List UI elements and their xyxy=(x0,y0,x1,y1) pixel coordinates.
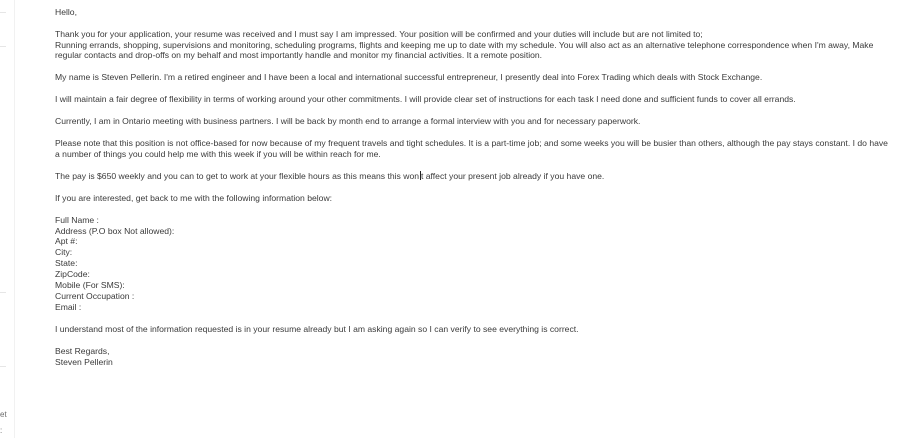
email-paragraph-verification: I understand most of the information requested is in your resume already but I am asking again so I can verify to see everything is correct. xyxy=(55,324,579,335)
left-panel-text-fragment: et xyxy=(0,410,7,419)
panel-divider xyxy=(0,366,6,367)
panel-divider xyxy=(0,46,6,47)
sender-name: Steven Pellerin xyxy=(55,356,113,367)
list-item: Address (P.O box Not allowed): xyxy=(55,225,175,236)
email-paragraph-flexibility: I will maintain a fair degree of flexibility in terms of working around your other commitments. I will provide clear set of instructions for each task I need done and sufficient funds to cover all errands. xyxy=(55,94,796,105)
left-panel-edge xyxy=(0,0,15,438)
email-paragraph-pay xyxy=(55,171,890,182)
list-item: Email : xyxy=(55,301,82,312)
email-body[interactable] xyxy=(55,7,890,379)
pay-text-before-cursor: The pay is $650 weekly and you can to get to work at your flexible hours as this means this won xyxy=(55,170,419,181)
closing-text: Best Regards, xyxy=(55,346,110,357)
email-paragraph-location: Currently, I am in Ontario meeting with business partners. I will be back by month end to arrange a formal interview with you and for necessary paperwork. xyxy=(55,116,641,127)
list-item: Mobile (For SMS): xyxy=(55,280,125,291)
email-paragraph-duties xyxy=(55,29,890,61)
email-paragraph-introduction: My name is Steven Pellerin. I'm a retired engineer and I have been a local and international successful entrepreneur, I presently deal into Forex Trading which deals with Stock Exchange. xyxy=(55,72,763,83)
panel-divider xyxy=(0,292,6,293)
panel-divider xyxy=(0,12,6,13)
list-item: ZipCode: xyxy=(55,269,90,280)
requested-info-list xyxy=(55,215,890,313)
duties-intro: Thank you for your application, your resume was received and I must say I am impressed. Your position will be confirmed and your duties will include but are not limited to; xyxy=(55,28,703,39)
left-panel-text-fragment: : xyxy=(0,426,3,435)
email-paragraph-position-note: Please note that this position is not office-based for now because of my frequent travels and tight schedules. It is a part-time job; and some weeks you will be busier than others, although the pay stays constant. I do have a number of things you could help me with this week if you will be within reach for me. xyxy=(55,138,888,159)
pay-text-after-cursor: t affect your present job already if you have one. xyxy=(421,170,605,181)
list-item: Apt #: xyxy=(55,236,78,247)
list-item: State: xyxy=(55,258,78,269)
email-paragraph-request: If you are interested, get back to me with the following information below: xyxy=(55,192,333,203)
email-greeting: Hello, xyxy=(55,7,77,17)
list-item: Full Name : xyxy=(55,214,99,225)
email-signature xyxy=(55,346,890,367)
list-item: Current Occupation : xyxy=(55,291,135,301)
duties-list: Running errands, shopping, supervisions and monitoring, scheduling programs, flights and keeping me up to date with my schedule. You will also act as an alternative telephone correspondence when I'm away, Make regular contacts and drop-offs on my behalf and most importantly handle and monitor my financial activities. It a remote position. xyxy=(55,39,874,61)
list-item: City: xyxy=(55,247,73,258)
